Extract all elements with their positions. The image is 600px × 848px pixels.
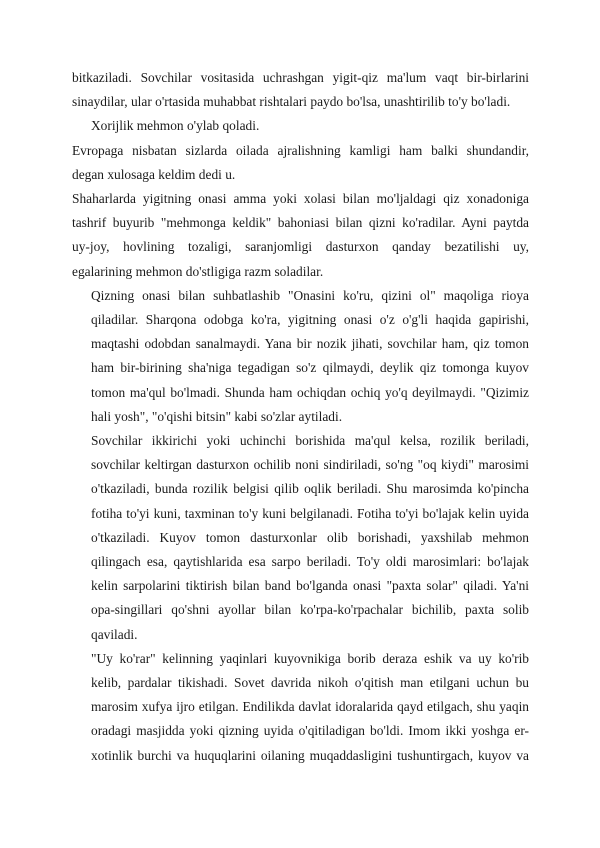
text-line: qaviladi. — [91, 626, 138, 642]
text-line: fotiha to'yi kuni, taxminan to'y kuni belgilanadi. Fotiha to'yi bo'lajak kelin uyida — [91, 505, 529, 521]
text-line: kelib, pardalar tikishadi. Sovet davrida nikoh o'qitish man etilgani uchun bu — [91, 675, 529, 691]
text-line: xotinlik burchi va huquqlarini oilaning muqaddasligini tushuntirgach, kuyov va — [91, 747, 529, 763]
text-line: marosim xufya ijro etilgan. Endilikda davlat idoralarida qayd etilgach, shu yaqin — [91, 699, 529, 715]
paragraph — [72, 429, 529, 647]
text-line: hali yosh", "o'qishi bitsin" kabi so'zlar aytiladi. — [91, 408, 343, 424]
text-line: Shaharlarda yigitning onasi amma yoki xolasi bilan mo'ljaldagi qiz xonadoniga — [72, 191, 529, 207]
paragraph — [72, 647, 529, 768]
text-line: sinaydilar, ular o'rtasida muhabbat rishtalari paydo bo'lsa, unashtirilib to'y bo'ladi. — [72, 94, 511, 110]
text-line: tomon ma'qul bo'lmadi. Shunda ham ochiqdan ochiq yo'q deyilmaydi. "Qizimiz — [91, 384, 529, 400]
paragraph — [72, 66, 529, 114]
text-line: sovchilar keltirgan dasturxon ochilib noni sindiriladi, so'ng "oq kiydi" marosimi — [91, 457, 529, 473]
paragraph — [72, 114, 529, 138]
paragraph — [72, 187, 529, 284]
text-line: qiladilar. Sharqona odobga ko'ra, yigitning onasi o'z o'g'li haqida gapirishi, — [91, 312, 529, 328]
text-line: Xorijlik mehmon o'ylab qoladi. — [91, 118, 260, 134]
text-line: kelin sarpolarini tiktirish bilan band bo'lganda onasi "paxta solar" qiladi. Ya'ni — [91, 578, 529, 594]
text-line: bitkaziladi. Sovchilar vositasida uchrashgan yigit-qiz ma'lum vaqt bir-birlarini — [72, 70, 529, 85]
text-line: egalarining mehmon do'stligiga razm soladilar. — [72, 263, 324, 279]
text-line: tashrif buyurib "mehmonga keldik" bahoniasi bilan qizni ko'radilar. Ayni paytda — [72, 215, 529, 231]
text-line: Sovchilar ikkirichi yoki uchinchi borishida ma'qul kelsa, rozilik beriladi, — [91, 433, 529, 449]
text-line: maqtashi odobdan sanalmaydi. Yana bir nozik jihati, sovchilar ham, qiz tomon — [91, 336, 529, 352]
text-line: o'tkaziladi, bunda rozilik belgisi qilib oqlik beriladi. Shu marosimda ko'pincha — [91, 481, 529, 497]
document-page — [72, 66, 529, 768]
text-line: degan xulosaga keldim dedi u. — [72, 166, 236, 182]
text-line: Evropaga nisbatan sizlarda oilada ajralishning kamligi ham balki shundandir, — [72, 142, 529, 158]
text-line: uy-joy, hovlining tozaligi, saranjomligi dasturxon qanday bezatilishi uy, — [72, 239, 529, 255]
paragraph — [72, 139, 529, 187]
paragraph — [72, 284, 529, 429]
text-line: ham bir-birining sha'niga tegadigan so'z qilmaydi, deylik qiz tomonga kuyov — [91, 360, 529, 376]
text-line: opa-singillari qo'shni ayollar bilan ko'rpa-ko'rpachalar bichilib, paxta solib — [91, 602, 529, 618]
text-line: Qizning onasi bilan suhbatlashib "Onasini ko'ru, qizini ol" maqoliga rioya — [91, 287, 529, 303]
text-line: qilingach esa, qaytishlarida esa sarpo beriladi. To'y oldi marosimlari: bo'lajak — [91, 554, 529, 570]
text-line: oradagi masjidda yoki qizning uyida o'qitiladigan bo'ldi. Imom ikki yoshga er- — [91, 723, 529, 739]
text-line: "Uy ko'rar" kelinning yaqinlari kuyovnikiga borib deraza eshik va uy ko'rib — [91, 650, 529, 666]
text-line: o'tkaziladi. Kuyov tomon dasturxonlar olib borishadi, yaxshilab mehmon — [91, 529, 529, 545]
